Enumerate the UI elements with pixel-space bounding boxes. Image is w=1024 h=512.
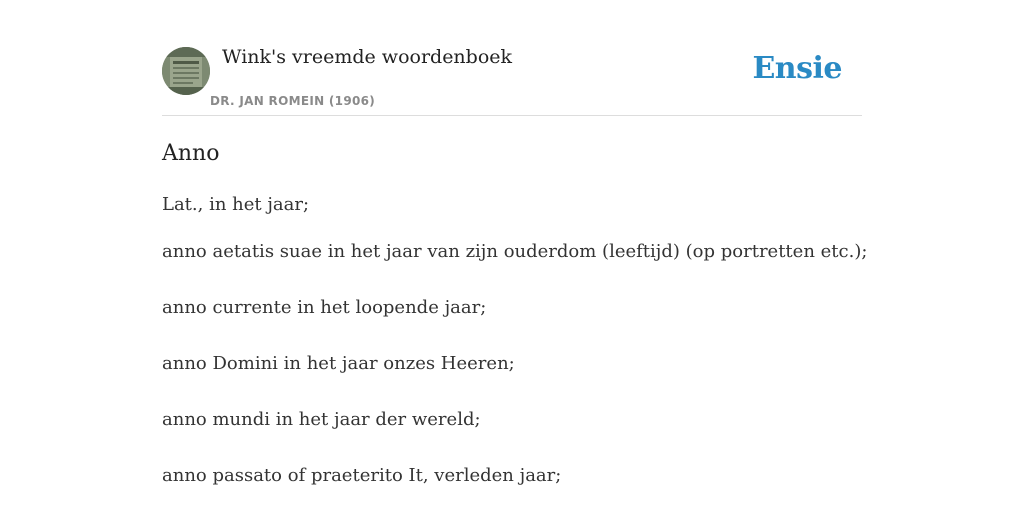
dictionary-author: DR. JAN ROMEIN (1906) xyxy=(210,94,376,108)
dictionary-title-link[interactable]: Wink's vreemde woordenboek xyxy=(222,46,513,68)
entry-title: Anno xyxy=(162,141,220,166)
entry-definition-line: anno aetatis suae in het jaar van zijn ouderdom (leeftijd) (op portretten etc.); xyxy=(162,241,868,262)
entry-definition-line: Lat., in het jaar; xyxy=(162,194,310,215)
book-cover-icon[interactable] xyxy=(162,47,210,95)
entry-definition-line: anno Domini in het jaar onzes Heeren; xyxy=(162,353,515,374)
dictionary-header xyxy=(162,0,862,116)
entry-definition-line: anno currente in het loopende jaar; xyxy=(162,297,487,318)
entry-definition-line: anno mundi in het jaar der wereld; xyxy=(162,409,481,430)
entry-definition-line: anno passato of praeterito It, verleden jaar; xyxy=(162,465,562,486)
ensie-logo[interactable]: Ensie xyxy=(752,51,842,86)
page-content xyxy=(162,0,868,512)
